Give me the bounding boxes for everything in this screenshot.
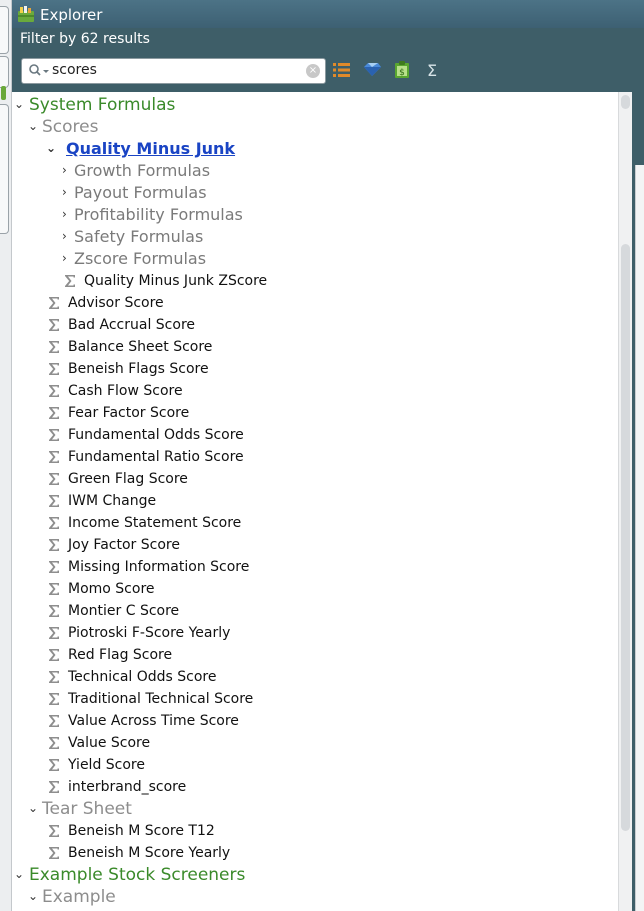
tree-formula-qmj-zscore[interactable]: Quality Minus Junk ZScore: [12, 270, 612, 292]
tree-folder-growth-formulas[interactable]: › Growth Formulas: [62, 161, 211, 180]
chevron-down-icon[interactable]: ⌄: [14, 97, 25, 111]
sigma-icon: [48, 626, 60, 640]
chevron-right-icon[interactable]: ›: [62, 207, 67, 221]
tree-formula-item[interactable]: Beneish M Score Yearly: [12, 842, 612, 864]
list-view-icon[interactable]: [332, 61, 352, 79]
window-title: Explorer: [40, 6, 103, 24]
sigma-icon: [48, 384, 60, 398]
sigma-icon: [48, 692, 60, 706]
tree-formula-item[interactable]: Montier C Score: [12, 600, 612, 622]
tree-formula-item[interactable]: Green Flag Score: [12, 468, 612, 490]
tree-formula-item[interactable]: Fundamental Ratio Score: [12, 446, 612, 468]
sigma-icon: [48, 648, 60, 662]
filter-toolbar: [12, 28, 644, 92]
sigma-icon: [48, 560, 60, 574]
tree-folder-example-stock-screeners[interactable]: ⌄ Example Stock Screeners: [14, 865, 246, 885]
sigma-icon: [48, 406, 60, 420]
tree-folder-system-formulas[interactable]: ⌄ System Formulas: [14, 95, 176, 115]
sigma-icon: [48, 472, 60, 486]
sigma-icon: [48, 670, 60, 684]
sigma-icon: [48, 846, 60, 860]
tree-folder-scores[interactable]: ⌄ Scores: [28, 117, 99, 137]
sigma-icon: [48, 516, 60, 530]
tree-formula-item[interactable]: Technical Odds Score: [12, 666, 612, 688]
chevron-down-icon[interactable]: ⌄: [28, 119, 39, 133]
chevron-right-icon[interactable]: ›: [62, 185, 67, 199]
tree-formula-item[interactable]: Bad Accrual Score: [12, 314, 612, 336]
tree-formula-item[interactable]: Value Across Time Score: [12, 710, 612, 732]
tree-folder-safety-formulas[interactable]: › Safety Formulas: [62, 227, 204, 246]
clipboard-icon[interactable]: [392, 61, 412, 79]
chevron-right-icon[interactable]: ›: [62, 251, 67, 265]
tree-formula-item[interactable]: Balance Sheet Score: [12, 336, 612, 358]
tree-formula-item[interactable]: Momo Score: [12, 578, 612, 600]
chevron-down-icon[interactable]: ⌄: [28, 889, 39, 903]
tree-folder-tear-sheet[interactable]: ⌄ Tear Sheet: [28, 799, 132, 819]
tree-formula-item[interactable]: interbrand_score: [12, 776, 612, 798]
tree-formula-item[interactable]: Beneish Flags Score: [12, 358, 612, 380]
filter-results-label: Filter by 62 results: [20, 31, 150, 47]
tree-formula-item[interactable]: IWM Change: [12, 490, 612, 512]
sigma-icon: [48, 538, 60, 552]
tree-formula-item[interactable]: Joy Factor Score: [12, 534, 612, 556]
sigma-icon: [48, 362, 60, 376]
sigma-icon: [48, 736, 60, 750]
tree-folder-quality-minus-junk[interactable]: ⌄ Quality Minus Junk: [46, 139, 236, 158]
sigma-icon[interactable]: [422, 61, 442, 79]
sigma-icon: [48, 824, 60, 838]
chevron-down-icon[interactable]: ⌄: [28, 801, 39, 815]
tree-formula-item[interactable]: Cash Flow Score: [12, 380, 612, 402]
tree-formula-item[interactable]: Fundamental Odds Score: [12, 424, 612, 446]
tree-formula-item[interactable]: Missing Information Score: [12, 556, 612, 578]
tree-formula-item[interactable]: Value Score: [12, 732, 612, 754]
title-bar: [12, 0, 644, 28]
tree-formula-item[interactable]: Beneish M Score T12: [12, 820, 612, 842]
explorer-logo-icon: [17, 6, 35, 23]
formula-tree: [12, 92, 620, 911]
tree-formula-item[interactable]: Income Statement Score: [12, 512, 612, 534]
tree-folder-payout-formulas[interactable]: › Payout Formulas: [62, 183, 207, 202]
sigma-icon: [48, 318, 60, 332]
tree-formula-item[interactable]: Yield Score: [12, 754, 612, 776]
sigma-icon: [48, 780, 60, 794]
chevron-down-icon[interactable]: ⌄: [46, 141, 57, 155]
explorer-panel: [12, 0, 644, 911]
svg-text:Σ: Σ: [426, 61, 438, 79]
tree-formula-item[interactable]: Red Flag Score: [12, 644, 612, 666]
chevron-right-icon[interactable]: ›: [62, 163, 67, 177]
tree-formula-item[interactable]: Traditional Technical Score: [12, 688, 612, 710]
tree-formula-item[interactable]: Advisor Score: [12, 292, 612, 314]
sigma-icon: [48, 714, 60, 728]
sigma-icon: [48, 428, 60, 442]
search-icon[interactable]: [28, 63, 50, 79]
diamond-tool-icon[interactable]: [362, 61, 382, 79]
search-input[interactable]: [52, 61, 302, 79]
sigma-icon: [48, 340, 60, 354]
chevron-right-icon[interactable]: ›: [62, 229, 67, 243]
tree-scrollbar[interactable]: [618, 92, 633, 911]
dock-tab-button[interactable]: [0, 56, 9, 88]
tree-formula-item[interactable]: Piotroski F-Score Yearly: [12, 622, 612, 644]
sigma-icon: [48, 604, 60, 618]
dock-tab-button[interactable]: [0, 6, 9, 54]
scrollbar-thumb[interactable]: [621, 244, 630, 831]
tree-folder-profitability-formulas[interactable]: › Profitability Formulas: [62, 205, 243, 224]
tree-folder-zscore-formulas[interactable]: › Zscore Formulas: [62, 249, 207, 268]
dock-indicator: [1, 86, 6, 100]
tree-folder-example[interactable]: ⌄ Example: [28, 887, 116, 907]
sigma-icon: [48, 296, 60, 310]
left-dock-strip: [0, 0, 12, 911]
sigma-icon: [48, 494, 60, 508]
sigma-icon: [48, 450, 60, 464]
svg-text:$: $: [399, 68, 405, 78]
clear-search-icon[interactable]: ×: [306, 64, 320, 78]
adjacent-panel-edge: [632, 92, 644, 911]
sigma-icon: [48, 582, 60, 596]
tree-formula-item[interactable]: Fear Factor Score: [12, 402, 612, 424]
sigma-icon: [48, 758, 60, 772]
adjacent-panel: [635, 165, 644, 911]
dock-tab-button[interactable]: [0, 104, 9, 234]
chevron-down-icon[interactable]: ⌄: [14, 867, 25, 881]
sigma-icon: [64, 274, 76, 288]
scrollbar-top-cap: [621, 95, 630, 109]
search-box[interactable]: [21, 58, 326, 84]
